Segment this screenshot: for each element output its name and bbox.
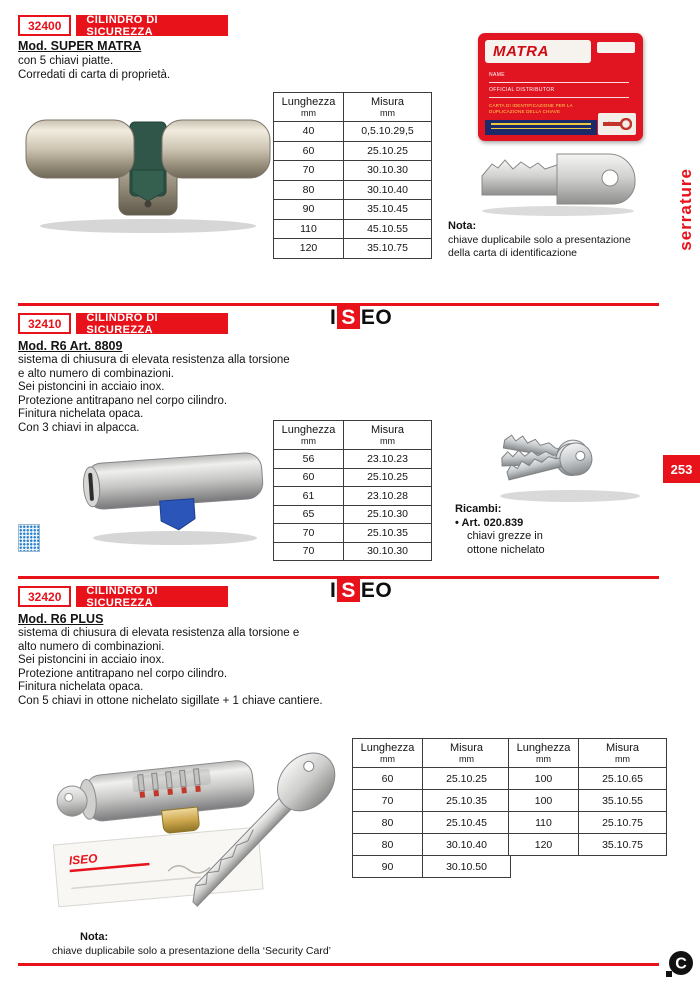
note-label: Nota: (448, 220, 477, 232)
table-cell: 35.10.55 (579, 790, 667, 812)
table-cell: 100 (509, 790, 579, 812)
table-cell: 70 (353, 790, 423, 812)
table-cell: 70 (274, 524, 344, 543)
card-field-distributor: OFFICIAL DISTRIBUTOR (489, 87, 555, 93)
table-row (274, 161, 432, 181)
section-header-32400 (18, 15, 228, 36)
text-line: ottone nichelato (467, 543, 545, 556)
table-row (353, 768, 511, 790)
table-cell: 25.10.25 (344, 141, 432, 161)
note-label: Nota: (80, 931, 109, 943)
table-cell: 80 (274, 180, 344, 200)
table-header-row (274, 93, 432, 122)
text-line: sistema di chiusura di elevata resistenza alla torsione e (18, 627, 300, 639)
key-photo-matra (476, 136, 640, 218)
chapter-sidebar-label: serrature (676, 168, 695, 251)
table-cell: 25.10.35 (423, 790, 511, 812)
table-row (509, 812, 667, 834)
matra-identification-card (478, 33, 643, 141)
text-line: alto numero di combinazioni. (18, 640, 165, 653)
product-photo-r6-plus (48, 710, 348, 915)
table-cell: 25.10.25 (423, 768, 511, 790)
table-cell: 25.10.30 (344, 505, 432, 524)
table-cell: 80 (353, 834, 423, 856)
text-line: Corredati di carta di proprietà. (18, 68, 171, 81)
table-row (274, 122, 432, 142)
cylinder-photo-r6 (75, 430, 275, 550)
security-card-logo: ISEO (68, 851, 99, 868)
category-bar: CILINDRO DI SICUREZZA (76, 586, 228, 607)
card-chip (597, 42, 635, 53)
table-cell: 25.10.25 (344, 468, 432, 487)
table-cell: 30.10.40 (423, 834, 511, 856)
size-table-32420-b (508, 738, 667, 856)
col-misura: Misura mm (344, 93, 432, 122)
page-bottom-rule (18, 963, 659, 966)
table-cell: 30.10.30 (344, 542, 432, 561)
section-header-32420 (18, 586, 228, 607)
table-cell: 120 (274, 239, 344, 259)
table-row (274, 542, 432, 561)
table-cell: 100 (509, 768, 579, 790)
table-cell: 90 (353, 856, 423, 878)
iseo-logo: I S EO (330, 306, 393, 329)
table-row (274, 505, 432, 524)
text-line: sistema di chiusura di elevata resistenza alla torsione (18, 354, 290, 366)
size-table-32410 (273, 420, 432, 561)
table-cell: 23.10.28 (344, 487, 432, 506)
table-cell: 120 (509, 834, 579, 856)
table-cell: 40 (274, 122, 344, 142)
text-line: Finitura nichelata opaca. (18, 408, 144, 420)
table-row (353, 790, 511, 812)
table-row (353, 834, 511, 856)
ricambi-article: • Art. 020.839 (455, 517, 524, 529)
text-line: chiavi grezze in (467, 530, 543, 542)
table-row (274, 239, 432, 259)
matra-logo: MATRA (493, 43, 550, 60)
table-cell: 35.10.45 (344, 200, 432, 220)
keys-photo-r6 (490, 408, 650, 508)
col-misura: Misura mm (344, 421, 432, 450)
model-name: Mod. SUPER MATRA (18, 39, 142, 53)
table-cell: 110 (509, 812, 579, 834)
col-lunghezza: Lunghezza mm (274, 421, 344, 450)
table-header-row (353, 739, 511, 768)
table-row (274, 468, 432, 487)
text-line: Con 3 chiavi in alpacca. (18, 421, 140, 434)
table-row (274, 524, 432, 543)
table-cell: 35.10.75 (579, 834, 667, 856)
text-line: e alto numero di combinazioni. (18, 367, 174, 380)
matra-logo-band (485, 40, 591, 63)
text-line: Protezione antitrapano nel corpo cilindro. (18, 667, 228, 680)
text-line: con 5 chiavi piatte. (18, 55, 114, 67)
col-misura: Misura mm (423, 739, 511, 768)
iseo-logo: I S EO (330, 579, 393, 602)
product-description (18, 55, 170, 82)
table-cell: 25.10.75 (579, 812, 667, 834)
text-line: Con 5 chiavi in ottone nichelato sigillate + 1 chiave cantiere. (18, 694, 323, 707)
table-cell: 30.10.40 (344, 180, 432, 200)
col-lunghezza: Lunghezza mm (353, 739, 423, 768)
color-swatch-icon (18, 524, 40, 552)
table-row (509, 834, 667, 856)
table-cell: 60 (274, 141, 344, 161)
card-rule (489, 97, 629, 98)
card-rule (489, 82, 629, 83)
table-row (274, 450, 432, 469)
product-description (18, 627, 323, 708)
card-field-name: NAME (489, 72, 506, 78)
article-code: 32410 (18, 313, 71, 334)
table-cell: 23.10.23 (344, 450, 432, 469)
table-cell: 65 (274, 505, 344, 524)
product-description (18, 354, 290, 435)
category-bar: CILINDRO DI SICUREZZA (76, 313, 228, 334)
size-table-32420-a (352, 738, 511, 878)
table-row (274, 219, 432, 239)
table-cell: 25.10.65 (579, 768, 667, 790)
publisher-logo-letter: C (675, 955, 687, 973)
table-cell: 60 (274, 468, 344, 487)
table-cell: 25.10.35 (344, 524, 432, 543)
table-cell: 35.10.75 (344, 239, 432, 259)
article-code: 32400 (18, 15, 71, 36)
ricambi-label: Ricambi: (455, 503, 502, 515)
card-dark-band (485, 120, 597, 135)
col-lunghezza: Lunghezza mm (274, 93, 344, 122)
table-row (274, 141, 432, 161)
table-cell: 45.10.55 (344, 219, 432, 239)
table-cell: 30.10.30 (344, 161, 432, 181)
table-row (509, 790, 667, 812)
table-cell: 60 (353, 768, 423, 790)
model-name: Mod. R6 Art. 8809 (18, 339, 123, 353)
table-cell: 70 (274, 542, 344, 561)
table-row (353, 812, 511, 834)
card-caption: CARTA DI IDENTIFICAZIONE PER LA DUPLICAZIONE DELLA CHIAVE (489, 103, 573, 114)
col-misura: Misura mm (579, 739, 667, 768)
table-row (274, 487, 432, 506)
page-number-tab: 253 (663, 455, 700, 483)
text-line: Sei pistoncini in acciaio inox. (18, 381, 165, 393)
table-cell: 80 (353, 812, 423, 834)
col-lunghezza: Lunghezza mm (509, 739, 579, 768)
card-key-icon (598, 113, 636, 135)
text-line: Sei pistoncini in acciaio inox. (18, 654, 165, 666)
table-row (353, 856, 511, 878)
model-name: Mod. R6 PLUS (18, 612, 104, 626)
table-cell: 90 (274, 200, 344, 220)
ricambi-text (455, 530, 545, 557)
table-cell: 0,5.10.29,5 (344, 122, 432, 142)
category-bar: CILINDRO DI SICUREZZA (76, 15, 228, 36)
text-line: chiave duplicabile solo a presentazione (448, 234, 631, 246)
table-cell: 25.10.45 (423, 812, 511, 834)
table-row (274, 200, 432, 220)
table-header-row (509, 739, 667, 768)
table-cell: 56 (274, 450, 344, 469)
size-table-32400 (273, 92, 432, 259)
article-code: 32420 (18, 586, 71, 607)
table-cell: 110 (274, 219, 344, 239)
section-header-32410 (18, 313, 228, 334)
publisher-logo (666, 950, 694, 978)
text-line: Protezione antitrapano nel corpo cilindro. (18, 394, 228, 407)
text-line: chiave duplicabile solo a presentazione della ‘Security Card’ (52, 945, 331, 957)
text-line: della carta di identificazione (448, 247, 577, 259)
cylinder-photo-super-matra (24, 104, 272, 236)
table-cell: 61 (274, 487, 344, 506)
table-row (274, 180, 432, 200)
table-row (509, 768, 667, 790)
table-cell: 30.10.50 (423, 856, 511, 878)
text-line: Finitura nichelata opaca. (18, 681, 144, 693)
note-text (52, 945, 331, 958)
table-cell: 70 (274, 161, 344, 181)
note-text (448, 234, 631, 260)
table-header-row (274, 421, 432, 450)
